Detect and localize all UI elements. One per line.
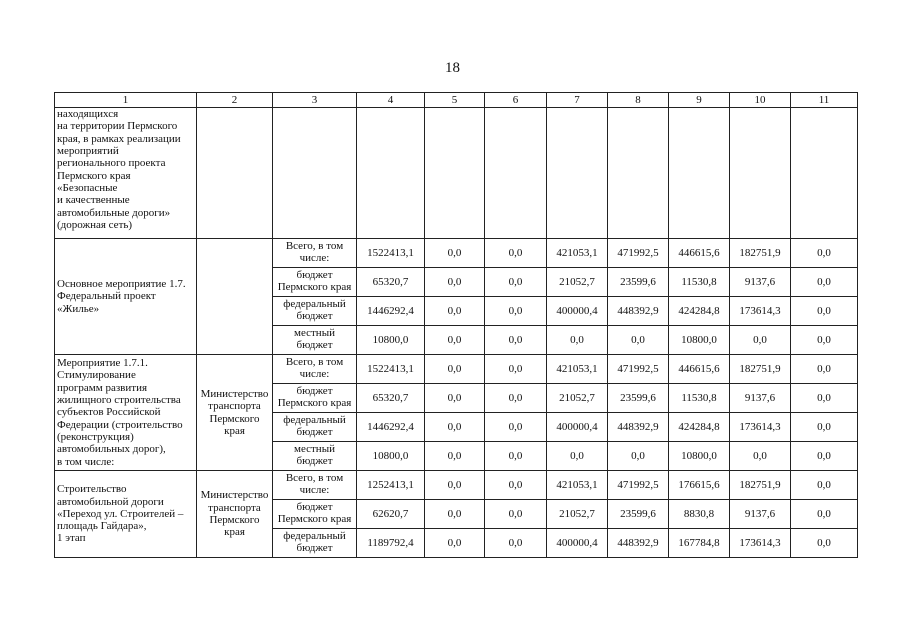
amount-cell: 23599,6 [608,500,669,529]
amount-cell: 0,0 [730,326,791,355]
funding-source: Всего, в том числе: [285,472,344,496]
amount-cell: 65320,7 [357,384,425,413]
column-number: 11 [791,93,858,108]
amount-cell: 400000,4 [547,413,608,442]
funding-source: бюджет Пермского края [277,385,352,409]
executor-cell [197,355,273,471]
amount-cell: 10800,0 [669,326,730,355]
amount-cell: 10800,0 [357,442,425,471]
amount-cell: 0,0 [425,529,485,558]
amount-cell: 1189792,4 [357,529,425,558]
table-body [55,93,858,558]
amount-cell: 9137,6 [730,500,791,529]
empty-cell [547,108,608,239]
amount-cell: 9137,6 [730,268,791,297]
amount-cell: 167784,8 [669,529,730,558]
amount-cell: 421053,1 [547,239,608,268]
funding-source: местный бюджет [294,327,335,351]
empty-cell [197,108,273,239]
amount-cell: 1522413,1 [357,355,425,384]
continuation-cell [55,108,197,239]
amount-cell: 0,0 [485,326,547,355]
amount-cell: 400000,4 [547,297,608,326]
continuation-text: находящихся на территории Пермского края, в рамках реализации мероприятий регионального проекта Пермского края «Безопасные и качественные автомобильные дороги» (дорожная сеть) [57,108,181,231]
table-row [55,239,858,268]
amount-cell: 1446292,4 [357,413,425,442]
table-row [55,471,858,500]
amount-cell: 0,0 [425,268,485,297]
amount-cell: 21052,7 [547,268,608,297]
column-number: 7 [547,93,608,108]
amount-cell: 21052,7 [547,500,608,529]
amount-cell: 173614,3 [730,297,791,326]
column-number: 1 [55,93,197,108]
amount-cell: 0,0 [425,500,485,529]
amount-cell: 11530,8 [669,268,730,297]
funding-source: федеральный бюджет [283,530,346,554]
amount-cell: 0,0 [791,239,858,268]
funding-source-cell [273,326,357,355]
empty-cell [791,108,858,239]
amount-cell: 10800,0 [357,326,425,355]
funding-source: федеральный бюджет [283,298,346,322]
funding-source: бюджет Пермского края [277,269,352,293]
amount-cell: 0,0 [791,268,858,297]
funding-source-cell [273,500,357,529]
empty-cell [669,108,730,239]
funding-source-cell [273,239,357,268]
amount-cell: 0,0 [608,442,669,471]
table-row [55,355,858,384]
executor-cell [197,471,273,558]
amount-cell: 0,0 [485,297,547,326]
executor-name: Министерство транспорта Пермского края [200,489,269,539]
empty-cell [730,108,791,239]
measure-title: Мероприятие 1.7.1. Стимулирование программ развития жилищного строительства субъектов Российской Федерации (строительство (реконструкция) автомобильных дорог), в том числе: [57,357,183,468]
measure-title-cell [55,355,197,471]
amount-cell: 62620,7 [357,500,425,529]
amount-cell: 0,0 [730,442,791,471]
funding-source-cell [273,384,357,413]
funding-source-cell [273,529,357,558]
amount-cell: 421053,1 [547,471,608,500]
amount-cell: 448392,9 [608,297,669,326]
amount-cell: 0,0 [547,442,608,471]
amount-cell: 471992,5 [608,471,669,500]
measure-title: Основное мероприятие 1.7. Федеральный проект «Жилье» [57,278,186,315]
amount-cell: 0,0 [485,471,547,500]
amount-cell: 448392,9 [608,529,669,558]
amount-cell: 173614,3 [730,413,791,442]
amount-cell: 471992,5 [608,355,669,384]
amount-cell: 0,0 [425,384,485,413]
amount-cell: 173614,3 [730,529,791,558]
amount-cell: 9137,6 [730,384,791,413]
column-number-row [55,93,858,108]
column-number: 10 [730,93,791,108]
amount-cell: 0,0 [425,471,485,500]
amount-cell: 0,0 [425,326,485,355]
amount-cell: 0,0 [425,239,485,268]
amount-cell: 446615,6 [669,355,730,384]
funding-source-cell [273,442,357,471]
amount-cell: 0,0 [425,297,485,326]
executor-cell [197,239,273,355]
funding-source: Всего, в том числе: [285,240,344,264]
amount-cell: 1446292,4 [357,297,425,326]
amount-cell: 23599,6 [608,384,669,413]
empty-cell [425,108,485,239]
amount-cell: 424284,8 [669,413,730,442]
amount-cell: 182751,9 [730,239,791,268]
amount-cell: 0,0 [425,442,485,471]
amount-cell: 1522413,1 [357,239,425,268]
executor-name: Министерство транспорта Пермского края [200,387,269,437]
amount-cell: 0,0 [791,471,858,500]
amount-cell: 0,0 [791,529,858,558]
amount-cell: 0,0 [791,355,858,384]
amount-cell: 0,0 [791,384,858,413]
measure-title: Строительство автомобильной дороги «Переход ул. Строителей – площадь Гайдара», 1 этап [57,483,184,545]
amount-cell: 0,0 [608,326,669,355]
amount-cell: 176615,6 [669,471,730,500]
amount-cell: 0,0 [791,297,858,326]
amount-cell: 8830,8 [669,500,730,529]
amount-cell: 0,0 [425,413,485,442]
amount-cell: 0,0 [485,442,547,471]
amount-cell: 0,0 [485,413,547,442]
amount-cell: 182751,9 [730,471,791,500]
funding-source: Всего, в том числе: [285,356,344,380]
column-number: 4 [357,93,425,108]
column-number: 6 [485,93,547,108]
funding-source-cell [273,297,357,326]
amount-cell: 65320,7 [357,268,425,297]
column-number: 5 [425,93,485,108]
measure-title-cell [55,471,197,558]
funding-source: местный бюджет [294,443,335,467]
amount-cell: 446615,6 [669,239,730,268]
amount-cell: 471992,5 [608,239,669,268]
amount-cell: 0,0 [791,326,858,355]
amount-cell: 0,0 [425,355,485,384]
empty-cell [357,108,425,239]
amount-cell: 0,0 [485,355,547,384]
funding-source-cell [273,413,357,442]
amount-cell: 0,0 [485,268,547,297]
amount-cell: 448392,9 [608,413,669,442]
amount-cell: 0,0 [485,384,547,413]
column-number: 2 [197,93,273,108]
amount-cell: 10800,0 [669,442,730,471]
funding-source-cell [273,355,357,384]
amount-cell: 0,0 [485,239,547,268]
page-number: 18 [445,60,460,76]
amount-cell: 0,0 [547,326,608,355]
amount-cell: 0,0 [791,442,858,471]
amount-cell: 0,0 [485,500,547,529]
column-number: 3 [273,93,357,108]
amount-cell: 23599,6 [608,268,669,297]
funding-source: бюджет Пермского края [277,501,352,525]
amount-cell: 0,0 [485,529,547,558]
amount-cell: 182751,9 [730,355,791,384]
amount-cell: 1252413,1 [357,471,425,500]
funding-source-cell [273,268,357,297]
amount-cell: 0,0 [791,413,858,442]
column-number: 8 [608,93,669,108]
empty-cell [485,108,547,239]
measure-title-cell [55,239,197,355]
amount-cell: 421053,1 [547,355,608,384]
empty-cell [273,108,357,239]
funding-source: федеральный бюджет [283,414,346,438]
amount-cell: 11530,8 [669,384,730,413]
column-number: 9 [669,93,730,108]
empty-cell [608,108,669,239]
amount-cell: 21052,7 [547,384,608,413]
amount-cell: 400000,4 [547,529,608,558]
funding-source-cell [273,471,357,500]
continuation-row [55,108,858,239]
amount-cell: 0,0 [791,500,858,529]
budget-table [54,92,858,558]
amount-cell: 424284,8 [669,297,730,326]
